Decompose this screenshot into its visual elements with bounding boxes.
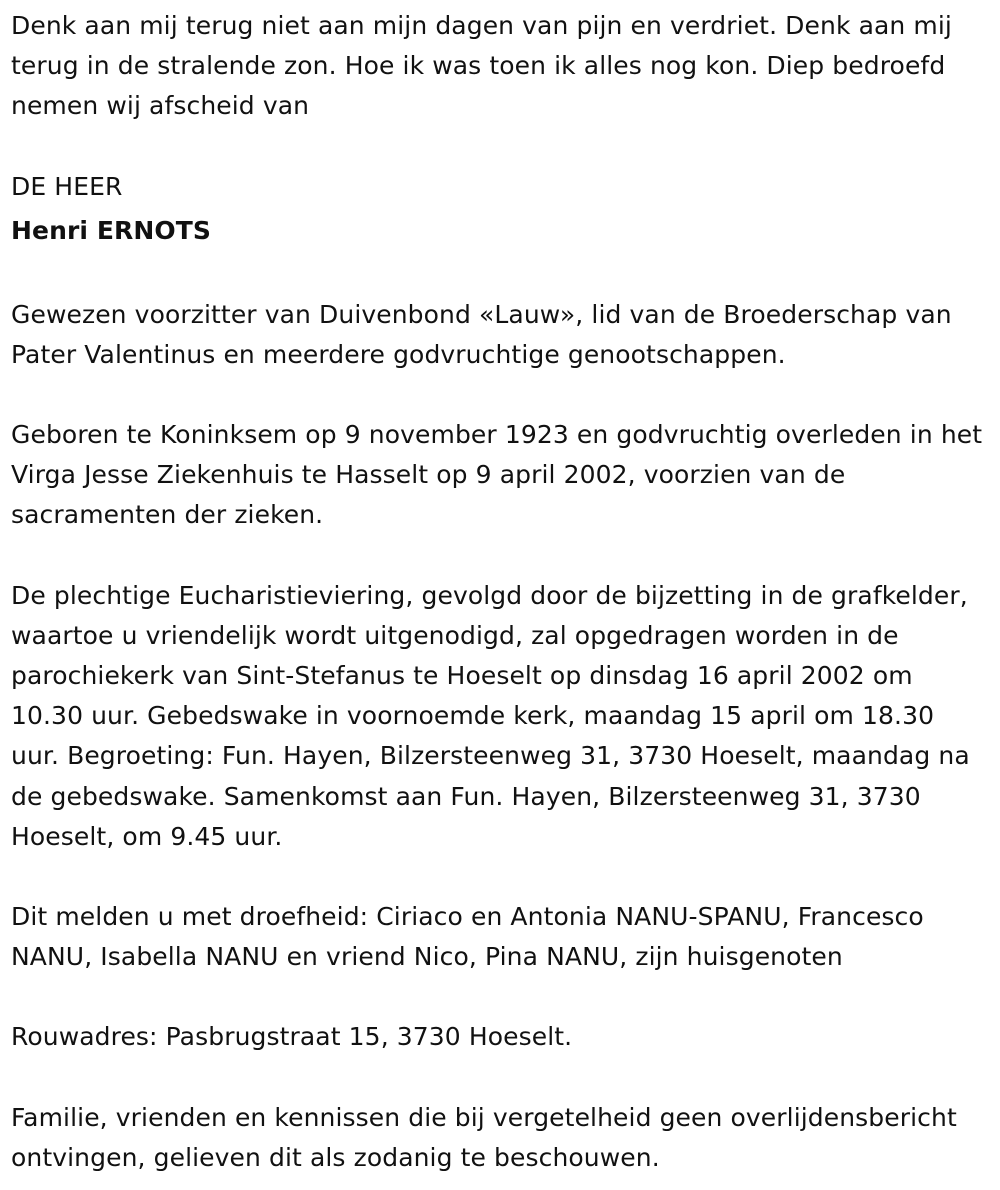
announcers-paragraph: Dit melden u met droefheid: Ciriaco en Antonia NANU-SPANU, Francesco NANU, Isabella NANU en vriend Nico, Pina NANU, zijn huisgenoten (11, 902, 924, 972)
deceased-name: Henri ERNOTS (11, 215, 212, 245)
birth-death-paragraph: Geboren te Koninksem op 9 november 1923 en godvruchtig overleden in het Virga Jesse Ziekenhuis te Hasselt op 9 april 2002, voorzien van de sacramenten der zieken. (11, 420, 983, 530)
affiliations-paragraph: Gewezen voorzitter van Duivenbond «Lauw», lid van de Broederschap van Pater Valentinus en meerdere godvruchtige genootschappen. (11, 299, 952, 369)
ceremony-paragraph: De plechtige Eucharistieviering, gevolgd door de bijzetting in de grafkelder, waartoe u vriendelijk wordt uitgenodigd, zal opgedragen worden in de parochiekerk van Sint-Stefanus te Hoeselt op dinsdag 16 april 2002 om 10.30 uur. Gebedswake in voornoemde kerk, maandag 15 april om 18.30 uur. Begroeting: Fun. Hayen, Bilzersteenweg 31, 3730 Hoeselt, maandag na de gebedswake. Samenkomst aan Fun. Hayen, Bilzersteenweg 31, 3730 Hoeselt, om 9.45 uur. (11, 580, 970, 851)
intro-paragraph: Denk aan mij terug niet aan mijn dagen van pijn en verdriet. Denk aan mij terug in de stralende zon. Hoe ik was toen ik alles nog kon. Diep bedroefd nemen wij afscheid van (11, 11, 952, 121)
closing-paragraph: Familie, vrienden en kennissen die bij vergetelheid geen overlijdensbericht ontvingen, gelieven dit als zodanig te beschouwen. (11, 1102, 957, 1172)
honorific-title: DE HEER (11, 171, 123, 201)
mourning-address: Rouwadres: Pasbrugstraat 15, 3730 Hoeselt. (11, 1022, 573, 1052)
